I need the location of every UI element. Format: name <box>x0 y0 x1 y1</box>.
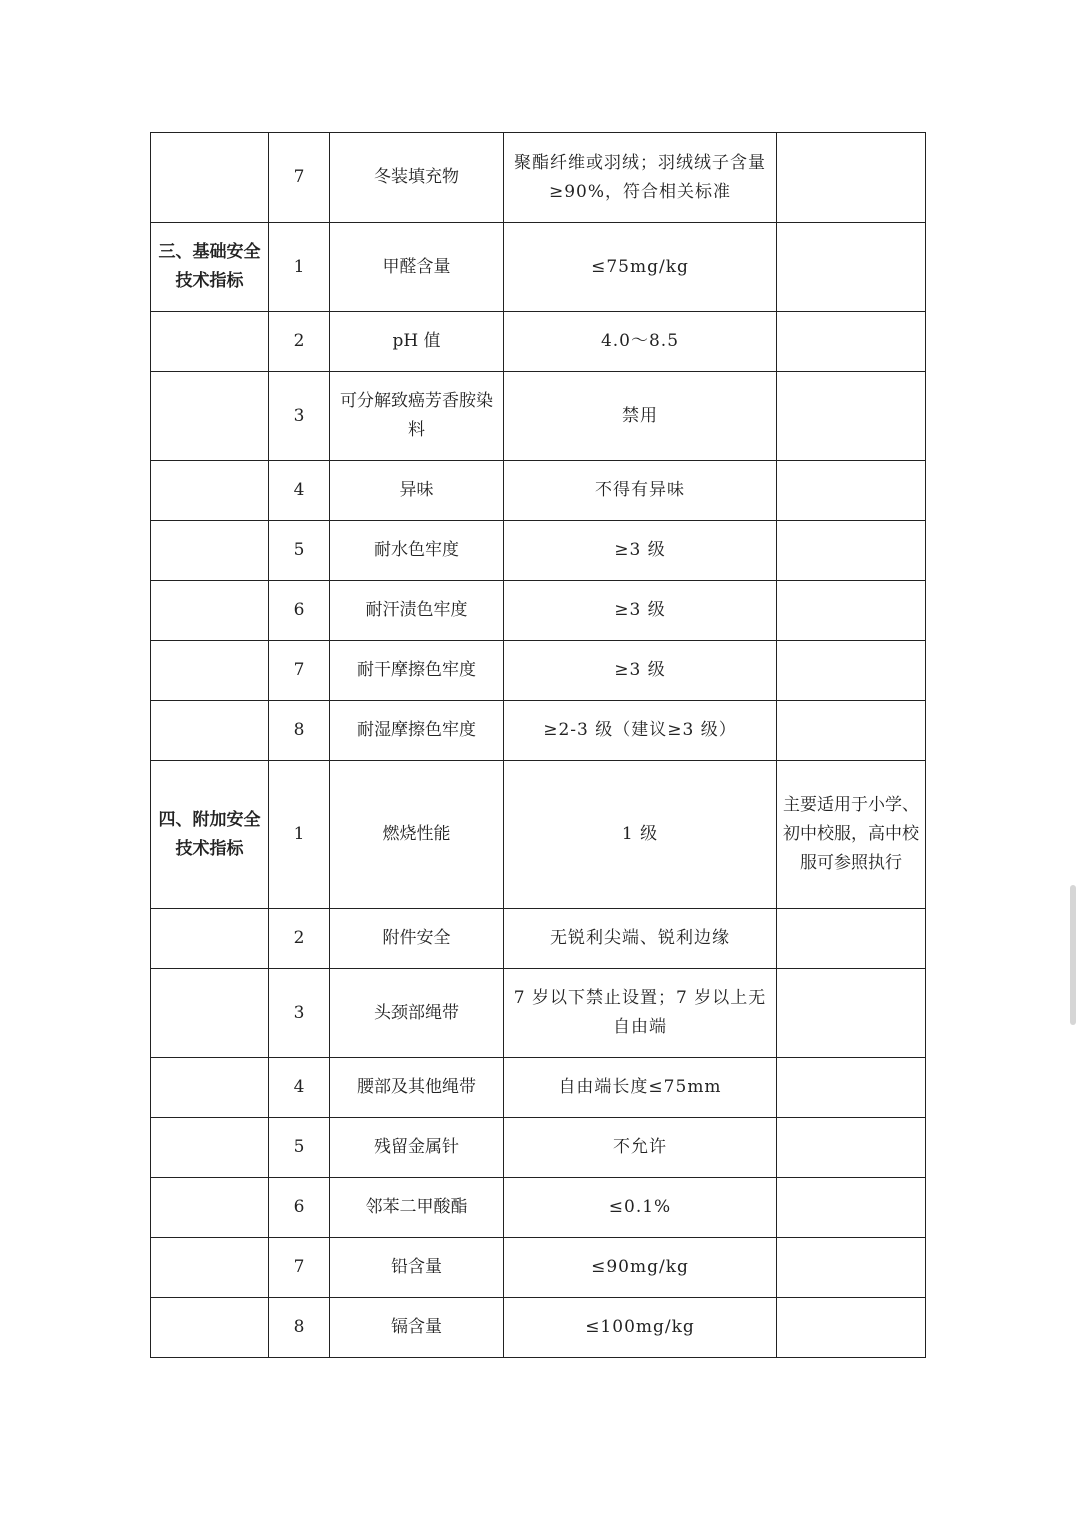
requirement-cell: ≥2-3 级（建议≥3 级） <box>504 701 777 761</box>
index-cell: 5 <box>269 521 330 581</box>
category-cell <box>151 969 269 1058</box>
note-cell <box>777 133 926 223</box>
requirement-cell: ≥3 级 <box>504 521 777 581</box>
table-row <box>151 581 926 641</box>
index-cell: 5 <box>269 1118 330 1178</box>
table-row <box>151 133 926 223</box>
item-cell: 附件安全 <box>330 909 504 969</box>
requirement-cell: ≥3 级 <box>504 641 777 701</box>
category-cell <box>151 372 269 461</box>
item-cell: pH 值 <box>330 312 504 372</box>
index-cell: 3 <box>269 372 330 461</box>
note-cell <box>777 223 926 312</box>
note-cell: 主要适用于小学、初中校服，高中校服可参照执行 <box>777 761 926 909</box>
requirement-cell: ≤100mg/kg <box>504 1298 777 1358</box>
requirement-cell: 不允许 <box>504 1118 777 1178</box>
item-cell: 耐湿摩擦色牢度 <box>330 701 504 761</box>
item-cell: 耐汗渍色牢度 <box>330 581 504 641</box>
item-cell: 腰部及其他绳带 <box>330 1058 504 1118</box>
table-row <box>151 372 926 461</box>
index-cell: 6 <box>269 581 330 641</box>
index-cell: 1 <box>269 223 330 312</box>
note-cell <box>777 521 926 581</box>
category-cell <box>151 581 269 641</box>
note-cell <box>777 1058 926 1118</box>
item-cell: 残留金属针 <box>330 1118 504 1178</box>
item-cell: 冬装填充物 <box>330 133 504 223</box>
item-cell: 甲醛含量 <box>330 223 504 312</box>
category-cell: 四、附加安全技术指标 <box>151 761 269 909</box>
category-cell <box>151 1118 269 1178</box>
index-cell: 1 <box>269 761 330 909</box>
index-cell: 2 <box>269 312 330 372</box>
category-cell <box>151 1298 269 1358</box>
table-row <box>151 701 926 761</box>
note-cell <box>777 909 926 969</box>
item-cell: 可分解致癌芳香胺染料 <box>330 372 504 461</box>
note-cell <box>777 1118 926 1178</box>
item-cell: 镉含量 <box>330 1298 504 1358</box>
item-cell: 燃烧性能 <box>330 761 504 909</box>
table-row <box>151 1058 926 1118</box>
note-cell <box>777 1178 926 1238</box>
table-row <box>151 641 926 701</box>
table-row <box>151 969 926 1058</box>
requirement-cell: 无锐利尖端、锐利边缘 <box>504 909 777 969</box>
table-row <box>151 223 926 312</box>
category-cell <box>151 133 269 223</box>
category-cell <box>151 1178 269 1238</box>
note-cell <box>777 372 926 461</box>
item-cell: 邻苯二甲酸酯 <box>330 1178 504 1238</box>
table-row <box>151 1298 926 1358</box>
category-cell <box>151 521 269 581</box>
table-row <box>151 521 926 581</box>
requirement-cell: 自由端长度≤75mm <box>504 1058 777 1118</box>
requirement-cell: 4.0～8.5 <box>504 312 777 372</box>
table-row <box>151 1178 926 1238</box>
table-row <box>151 1238 926 1298</box>
note-cell <box>777 461 926 521</box>
index-cell: 7 <box>269 1238 330 1298</box>
note-cell <box>777 641 926 701</box>
item-cell: 铅含量 <box>330 1238 504 1298</box>
safety-spec-table <box>150 132 926 1358</box>
requirement-cell: 不得有异味 <box>504 461 777 521</box>
table-row <box>151 761 926 909</box>
requirement-cell: ≥3 级 <box>504 581 777 641</box>
index-cell: 8 <box>269 701 330 761</box>
requirement-cell: 7 岁以下禁止设置；7 岁以上无自由端 <box>504 969 777 1058</box>
category-cell <box>151 909 269 969</box>
table-row <box>151 909 926 969</box>
note-cell <box>777 701 926 761</box>
table-row <box>151 312 926 372</box>
category-cell: 三、基础安全技术指标 <box>151 223 269 312</box>
note-cell <box>777 1298 926 1358</box>
requirement-cell: ≤75mg/kg <box>504 223 777 312</box>
index-cell: 2 <box>269 909 330 969</box>
index-cell: 8 <box>269 1298 330 1358</box>
requirement-cell: ≤90mg/kg <box>504 1238 777 1298</box>
category-cell <box>151 701 269 761</box>
item-cell: 头颈部绳带 <box>330 969 504 1058</box>
item-cell: 异味 <box>330 461 504 521</box>
index-cell: 6 <box>269 1178 330 1238</box>
index-cell: 4 <box>269 1058 330 1118</box>
index-cell: 4 <box>269 461 330 521</box>
scrollbar-thumb[interactable] <box>1070 885 1076 1025</box>
index-cell: 7 <box>269 641 330 701</box>
category-cell <box>151 1058 269 1118</box>
table-row <box>151 1118 926 1178</box>
item-cell: 耐干摩擦色牢度 <box>330 641 504 701</box>
category-cell <box>151 641 269 701</box>
table-row <box>151 461 926 521</box>
requirement-cell: 禁用 <box>504 372 777 461</box>
note-cell <box>777 581 926 641</box>
index-cell: 7 <box>269 133 330 223</box>
item-cell: 耐水色牢度 <box>330 521 504 581</box>
requirement-cell: 聚酯纤维或羽绒；羽绒绒子含量≥90%，符合相关标准 <box>504 133 777 223</box>
requirement-cell: 1 级 <box>504 761 777 909</box>
index-cell: 3 <box>269 969 330 1058</box>
category-cell <box>151 1238 269 1298</box>
category-cell <box>151 461 269 521</box>
note-cell <box>777 1238 926 1298</box>
requirement-cell: ≤0.1% <box>504 1178 777 1238</box>
category-cell <box>151 312 269 372</box>
note-cell <box>777 312 926 372</box>
note-cell <box>777 969 926 1058</box>
